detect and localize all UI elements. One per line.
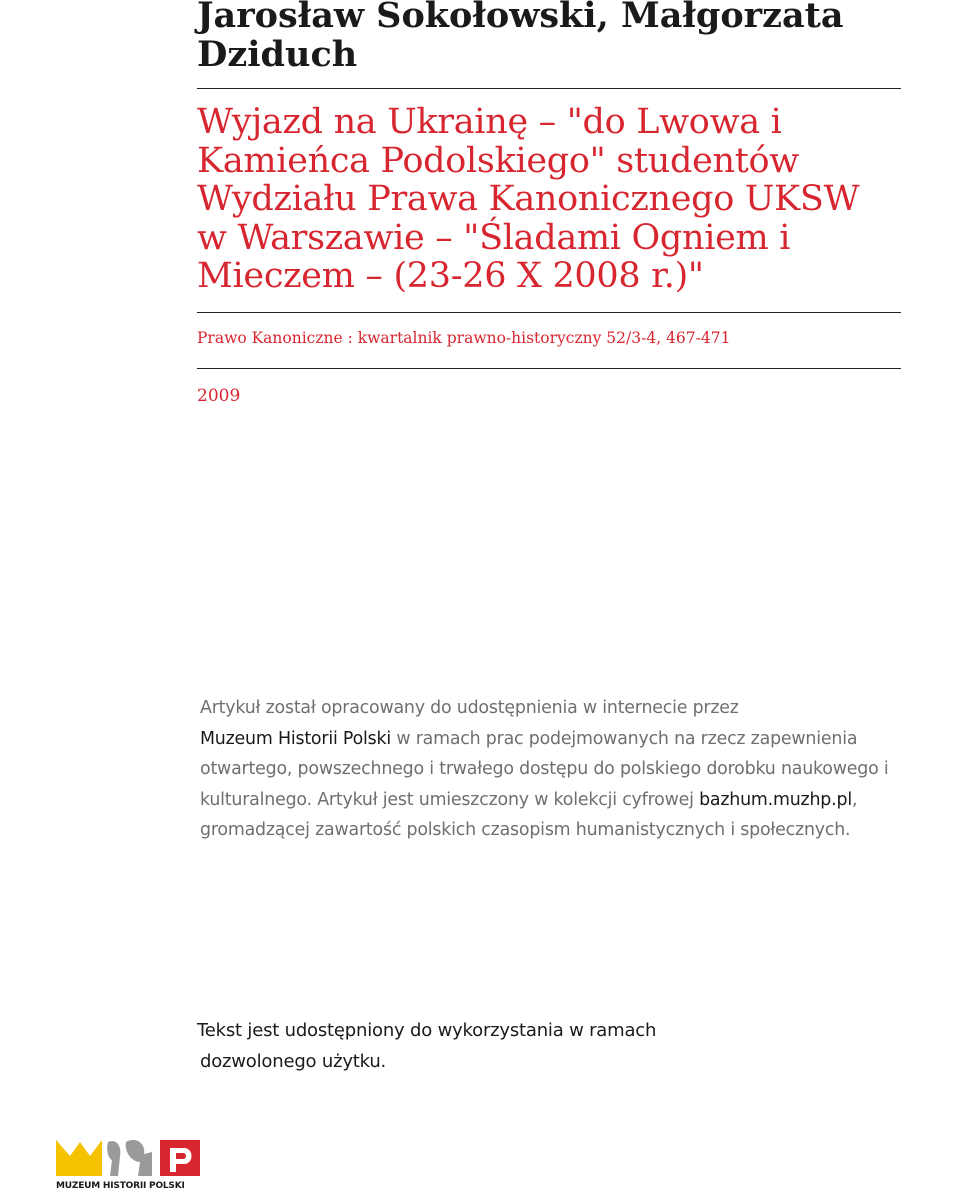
notice-text: Artykuł został opracowany do udostępnienia w internecie przez [200,698,739,718]
logo-h-shape [107,1141,120,1176]
journal-citation: Prawo Kanoniczne : kwartalnik prawno-historyczny 52/3-4, 467-471 [197,329,731,347]
license-notice [197,1015,757,1077]
divider [197,88,901,89]
notice-text: , gromadzącej zawartość polskich czasopism humanistycznych i społecznych. [200,789,858,840]
license-line: dozwolonego użytku. [200,1051,387,1072]
digitization-notice [200,693,900,846]
logo-p-shape [160,1140,200,1176]
collection-link[interactable]: bazhum.muzhp.pl [699,789,852,810]
logo-h-shape [126,1140,152,1176]
logo-m-shape [56,1140,102,1176]
divider [197,368,901,369]
museum-logo-icon [56,1136,206,1180]
publication-year: 2009 [197,386,241,406]
license-line: Tekst jest udostępniony do wykorzystania w ramach [197,1020,657,1041]
divider [197,312,901,313]
article-title: Wyjazd na Ukrainę – "do Lwowa i Kamieńca Podolskiego" studentów Wydziału Prawa Kanonicznego UKSW w Warszawie – "Śladami Ogniem i Mieczem – (23-26 X 2008 r.)" [197,102,860,296]
authors-heading: Jarosław Sokołowski, Małgorzata Dziduch [197,0,844,75]
museum-logo [56,1136,206,1192]
institution-name: Muzeum Historii Polski [200,728,392,749]
logo-caption: MUZEUM HISTORII POLSKI [56,1181,185,1191]
notice-text: w ramach prac podejmowanych na rzecz zapewnienia otwartego, powszechnego i trwałego dostępu do polskiego dorobku naukowego i kulturalnego. Artykuł jest umieszczony w kolekcji cyfrowej [200,728,889,810]
